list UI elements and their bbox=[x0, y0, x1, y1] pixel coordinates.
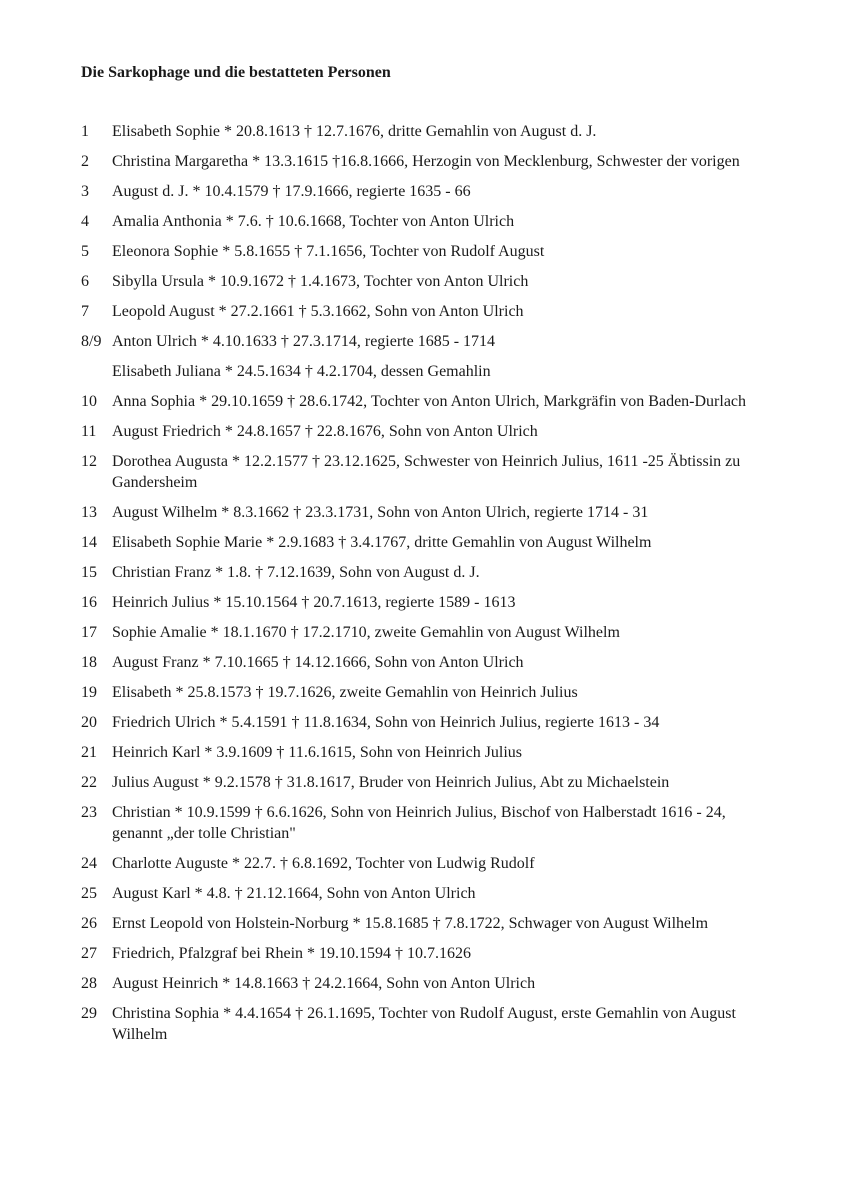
entry-text: Dorothea Augusta * 12.2.1577 † 23.12.1625, Schwester von Heinrich Julius, 1611 -25 Äbtissin zu Gandersheim bbox=[112, 453, 741, 491]
entry-number: 24 bbox=[81, 855, 97, 872]
entry-text: August Karl * 4.8. † 21.12.1664, Sohn von Anton Ulrich bbox=[112, 885, 476, 902]
entry-number: 11 bbox=[81, 423, 97, 440]
list-item bbox=[81, 502, 771, 523]
entry-text: August d. J. * 10.4.1579 † 17.9.1666, regierte 1635 - 66 bbox=[112, 183, 471, 200]
list-item bbox=[81, 451, 771, 493]
entry-number: 14 bbox=[81, 534, 97, 551]
burial-list bbox=[81, 121, 771, 1054]
entry-text: Sophie Amalie * 18.1.1670 † 17.2.1710, zweite Gemahlin von August Wilhelm bbox=[112, 624, 620, 641]
list-item bbox=[81, 1003, 771, 1045]
list-item bbox=[81, 883, 771, 904]
entry-text: Christina Margaretha * 13.3.1615 †16.8.1666, Herzogin von Mecklenburg, Schwester der vorigen bbox=[112, 153, 740, 170]
entry-text: August Heinrich * 14.8.1663 † 24.2.1664, Sohn von Anton Ulrich bbox=[112, 975, 536, 992]
entry-text: Elisabeth Sophie * 20.8.1613 † 12.7.1676, dritte Gemahlin von August d. J. bbox=[112, 123, 597, 140]
entry-number: 22 bbox=[81, 774, 97, 791]
entry-text: Anna Sophia * 29.10.1659 † 28.6.1742, Tochter von Anton Ulrich, Markgräfin von Baden-Durlach bbox=[112, 393, 747, 410]
entry-number: 29 bbox=[81, 1005, 97, 1022]
entry-number: 6 bbox=[81, 273, 89, 290]
list-item bbox=[81, 682, 771, 703]
list-item bbox=[81, 211, 771, 232]
entry-number: 8/9 bbox=[81, 333, 102, 350]
entry-text: August Wilhelm * 8.3.1662 † 23.3.1731, Sohn von Anton Ulrich, regierte 1714 - 31 bbox=[112, 504, 649, 521]
list-item bbox=[81, 301, 771, 322]
entry-text: Anton Ulrich * 4.10.1633 † 27.3.1714, regierte 1685 - 1714 bbox=[112, 333, 496, 350]
list-item bbox=[81, 241, 771, 262]
entry-number: 5 bbox=[81, 243, 89, 260]
entry-number: 19 bbox=[81, 684, 97, 701]
list-item bbox=[81, 913, 771, 934]
entry-number: 3 bbox=[81, 183, 89, 200]
entry-text: Elisabeth Juliana * 24.5.1634 † 4.2.1704, dessen Gemahlin bbox=[112, 363, 491, 380]
entry-number: 20 bbox=[81, 714, 97, 731]
list-item bbox=[81, 742, 771, 763]
entry-number: 7 bbox=[81, 303, 89, 320]
entry-text: August Franz * 7.10.1665 † 14.12.1666, Sohn von Anton Ulrich bbox=[112, 654, 524, 671]
entry-number: 21 bbox=[81, 744, 97, 761]
list-item bbox=[81, 652, 771, 673]
entry-text: Ernst Leopold von Holstein-Norburg * 15.8.1685 † 7.8.1722, Schwager von August Wilhelm bbox=[112, 915, 709, 932]
entry-number: 2 bbox=[81, 153, 89, 170]
document-title: Die Sarkophage und die bestatteten Personen bbox=[81, 64, 391, 81]
list-item bbox=[81, 802, 771, 844]
list-item bbox=[81, 331, 771, 352]
entry-number: 4 bbox=[81, 213, 89, 230]
list-item bbox=[81, 181, 771, 202]
entry-number: 1 bbox=[81, 123, 89, 140]
list-item bbox=[81, 772, 771, 793]
entry-text: Heinrich Julius * 15.10.1564 † 20.7.1613, regierte 1589 - 1613 bbox=[112, 594, 516, 611]
entry-text: Elisabeth Sophie Marie * 2.9.1683 † 3.4.1767, dritte Gemahlin von August Wilhelm bbox=[112, 534, 652, 551]
entry-number: 12 bbox=[81, 453, 97, 470]
entry-text: Friedrich, Pfalzgraf bei Rhein * 19.10.1594 † 10.7.1626 bbox=[112, 945, 472, 962]
list-item bbox=[81, 943, 771, 964]
list-item bbox=[81, 853, 771, 874]
entry-number: 10 bbox=[81, 393, 97, 410]
entry-number: 16 bbox=[81, 594, 97, 611]
list-item bbox=[81, 391, 771, 412]
entry-text: Heinrich Karl * 3.9.1609 † 11.6.1615, Sohn von Heinrich Julius bbox=[112, 744, 523, 761]
list-item bbox=[81, 271, 771, 292]
entry-text: Christian Franz * 1.8. † 7.12.1639, Sohn von August d. J. bbox=[112, 564, 480, 581]
entry-number: 25 bbox=[81, 885, 97, 902]
entry-text: Sibylla Ursula * 10.9.1672 † 1.4.1673, Tochter von Anton Ulrich bbox=[112, 273, 529, 290]
entry-number: 18 bbox=[81, 654, 97, 671]
list-item bbox=[81, 562, 771, 583]
list-item bbox=[81, 592, 771, 613]
entry-number: 28 bbox=[81, 975, 97, 992]
entry-text: Friedrich Ulrich * 5.4.1591 † 11.8.1634, Sohn von Heinrich Julius, regierte 1613 - 34 bbox=[112, 714, 660, 731]
entry-text: Amalia Anthonia * 7.6. † 10.6.1668, Tochter von Anton Ulrich bbox=[112, 213, 515, 230]
entry-text: Christian * 10.9.1599 † 6.6.1626, Sohn von Heinrich Julius, Bischof von Halberstadt 1616 - 24, genannt „der tolle Christian" bbox=[112, 804, 726, 842]
list-item bbox=[81, 973, 771, 994]
entry-text: Julius August * 9.2.1578 † 31.8.1617, Bruder von Heinrich Julius, Abt zu Michaelstein bbox=[112, 774, 670, 791]
entry-text: August Friedrich * 24.8.1657 † 22.8.1676, Sohn von Anton Ulrich bbox=[112, 423, 538, 440]
entry-number: 15 bbox=[81, 564, 97, 581]
list-item bbox=[81, 121, 771, 142]
entry-number: 27 bbox=[81, 945, 97, 962]
entry-text: Leopold August * 27.2.1661 † 5.3.1662, Sohn von Anton Ulrich bbox=[112, 303, 524, 320]
entry-number: 13 bbox=[81, 504, 97, 521]
entry-text: Eleonora Sophie * 5.8.1655 † 7.1.1656, Tochter von Rudolf August bbox=[112, 243, 545, 260]
entry-text: Elisabeth * 25.8.1573 † 19.7.1626, zweite Gemahlin von Heinrich Julius bbox=[112, 684, 578, 701]
list-item bbox=[81, 151, 771, 172]
list-item bbox=[81, 532, 771, 553]
entry-text: Charlotte Auguste * 22.7. † 6.8.1692, Tochter von Ludwig Rudolf bbox=[112, 855, 535, 872]
entry-number: 23 bbox=[81, 804, 97, 821]
list-item bbox=[81, 712, 771, 733]
entry-text: Christina Sophia * 4.4.1654 † 26.1.1695, Tochter von Rudolf August, erste Gemahlin von August Wilhelm bbox=[112, 1005, 736, 1043]
list-item bbox=[81, 361, 771, 382]
entry-number: 26 bbox=[81, 915, 97, 932]
list-item bbox=[81, 421, 771, 442]
entry-number: 17 bbox=[81, 624, 97, 641]
list-item bbox=[81, 622, 771, 643]
